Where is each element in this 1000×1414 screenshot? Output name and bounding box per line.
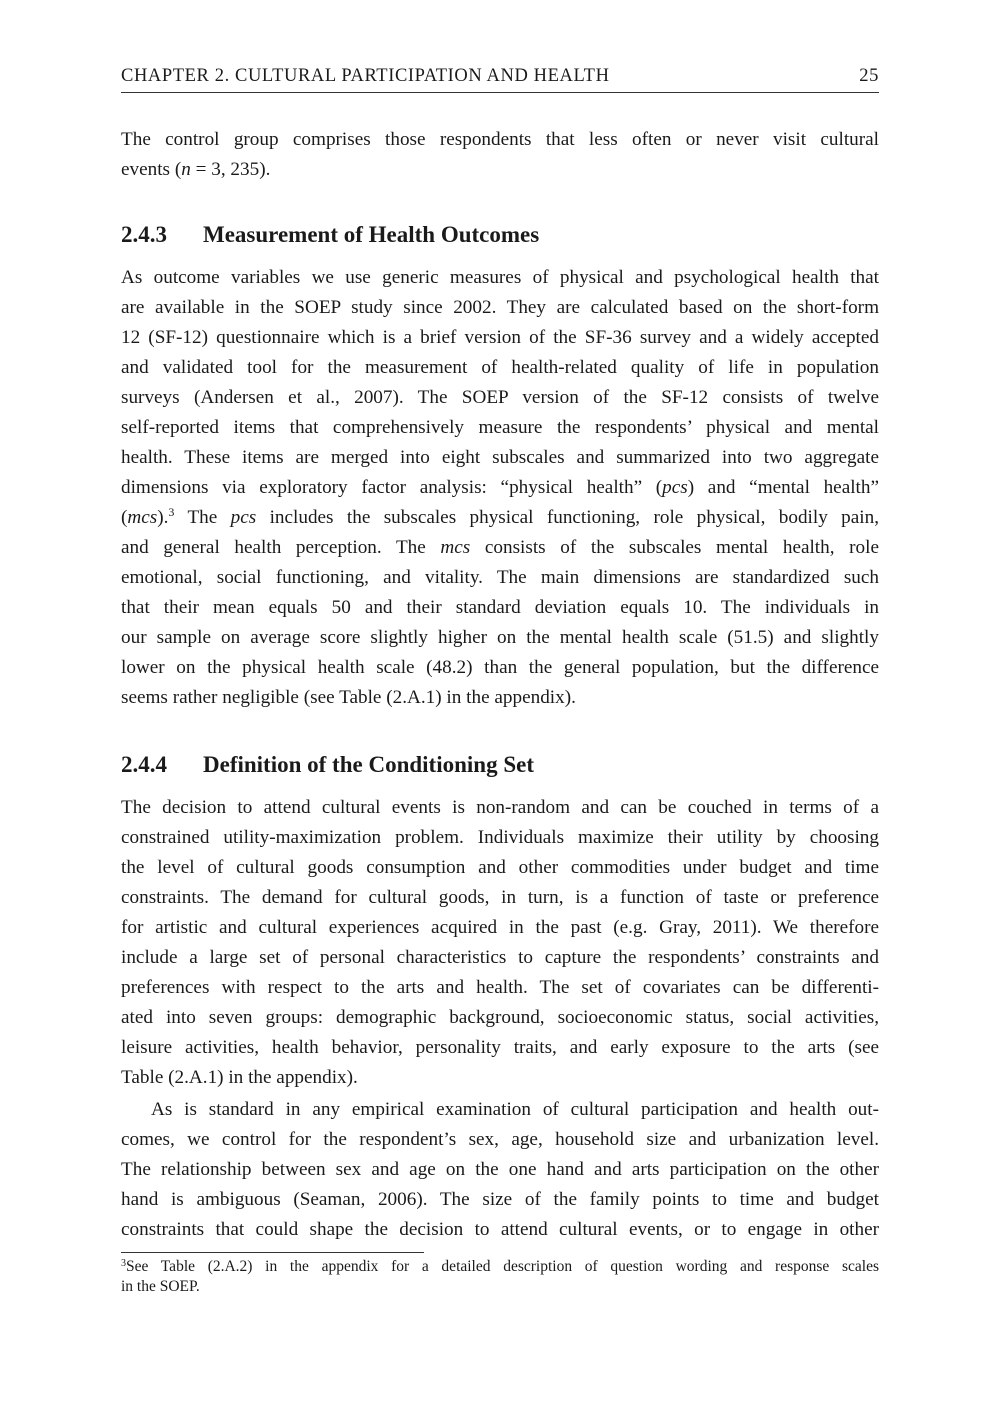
chapter-title: CHAPTER 2. CULTURAL PARTICIPATION AND HEALTH	[121, 66, 610, 86]
section-number: 2.4.3	[121, 222, 167, 247]
paragraph-line: seems rather negligible (see Table (2.A.1) in the appendix).	[121, 687, 576, 708]
paragraph-line: for artistic and cultural experiences acquired in the past (e.g. Gray, 2011). We therefore	[121, 917, 879, 938]
paragraph-line: self-reported items that comprehensively measure the respondents’ physical and mental	[121, 417, 879, 438]
footnote-line: $^3$See Table (2.A.2) in the appendix for a detailed description of question wording and response scales	[121, 1258, 879, 1275]
paragraph-line: ated into seven groups: demographic background, socioeconomic status, social activities,	[121, 1007, 879, 1028]
paragraph-line: and validated tool for the measurement of health-related quality of life in population	[121, 357, 879, 378]
paragraph-line: Table (2.A.1) in the appendix).	[121, 1067, 358, 1088]
paragraph-line: As is standard in any empirical examination of cultural participation and health out-	[151, 1099, 879, 1120]
section-heading	[121, 222, 539, 248]
paragraph-line: our sample on average score slightly higher on the mental health scale (51.5) and slightly	[121, 627, 879, 648]
paragraph-line: are available in the SOEP study since 2002. They are calculated based on the short-form	[121, 297, 879, 318]
paragraph-line: and general health perception. The mcs consists of the subscales mental health, role	[121, 537, 879, 558]
section-number: 2.4.4	[121, 752, 167, 777]
section-title: Definition of the Conditioning Set	[203, 752, 534, 777]
paragraph-line: health. These items are merged into eight subscales and summarized into two aggregate	[121, 447, 879, 468]
paragraph-line: As outcome variables we use generic measures of physical and psychological health that	[121, 267, 879, 288]
footnote-marker[interactable]: 3	[121, 1258, 126, 1269]
section-heading	[121, 752, 534, 778]
section-title: Measurement of Health Outcomes	[203, 222, 540, 247]
math-italic: pcs	[230, 507, 257, 528]
paragraph-line: hand is ambiguous (Seaman, 2006). The size of the family points to time and budget	[121, 1189, 879, 1210]
paragraph-line: constrained utility-maximization problem. Individuals maximize their utility by choosing	[121, 827, 879, 848]
running-header	[121, 66, 879, 93]
paragraph-line: comes, we control for the respondent’s sex, age, household size and urbanization level.	[121, 1129, 879, 1150]
paragraph-line: leisure activities, health behavior, personality traits, and early exposure to the arts (see	[121, 1037, 879, 1058]
paragraph-line: The decision to attend cultural events is non-random and can be couched in terms of a	[121, 797, 879, 818]
footnote-marker[interactable]: 3	[168, 505, 175, 519]
paragraph-line: preferences with respect to the arts and health. The set of covariates can be differenti-	[121, 977, 879, 998]
paragraph-line: constraints that could shape the decision to attend cultural events, or to engage in other	[121, 1219, 879, 1240]
page-number: 25	[859, 66, 879, 86]
paragraph-line: The relationship between sex and age on the one hand and arts participation on the other	[121, 1159, 879, 1180]
paragraph-line: that their mean equals 50 and their standard deviation equals 10. The individuals in	[121, 597, 879, 618]
paragraph-line: surveys (Andersen et al., 2007). The SOEP version of the SF-12 consists of twelve	[121, 387, 879, 408]
footnote-divider	[121, 1252, 424, 1253]
paragraph-line: 12 (SF-12) questionnaire which is a brief version of the SF-36 survey and a widely accepted	[121, 327, 879, 348]
math-italic: pcs	[662, 477, 688, 498]
paragraph-line: events (n = 3, 235).	[121, 159, 271, 180]
paragraph-line: The control group comprises those respondents that less often or never visit cultural	[121, 129, 879, 150]
paragraph-line: the level of cultural goods consumption and other commodities under budget and time	[121, 857, 879, 878]
paragraph-line: (mcs).$^3$ The pcs includes the subscales physical functioning, role physical, bodily pain,	[121, 505, 879, 528]
math-italic: mcs	[440, 537, 471, 558]
paragraph-line: emotional, social functioning, and vitality. The main dimensions are standardized such	[121, 567, 879, 588]
paragraph-line: include a large set of personal characteristics to capture the respondents’ constraints and	[121, 947, 879, 968]
paragraph-line: dimensions via exploratory factor analysis: “physical health” (pcs) and “mental health”	[121, 477, 879, 498]
footnote-line: in the SOEP.	[121, 1278, 200, 1295]
math-italic: n	[181, 159, 191, 180]
paragraph-line: lower on the physical health scale (48.2) than the general population, but the difference	[121, 657, 879, 678]
paragraph-line: constraints. The demand for cultural goods, in turn, is a function of taste or preference	[121, 887, 879, 908]
math-italic: mcs	[127, 507, 158, 528]
